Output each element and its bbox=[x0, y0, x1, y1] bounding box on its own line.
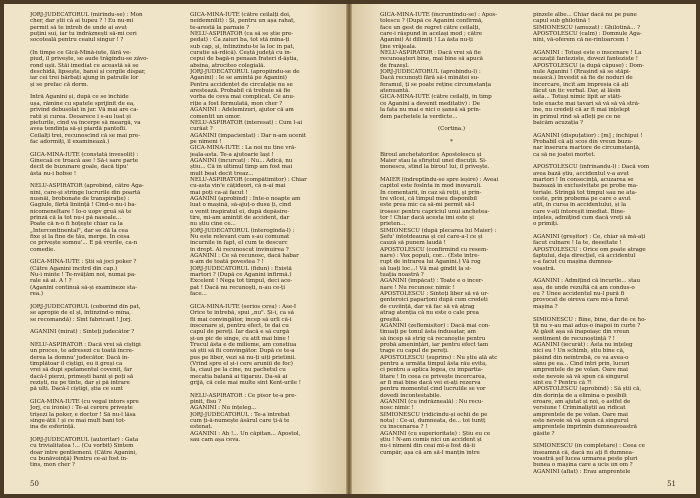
text-line: litare ! În ceea ce privește încercarea, bbox=[380, 373, 487, 380]
text-line: să luați loc...! Vă mai gîndit la si- bbox=[380, 265, 472, 272]
right-page bbox=[352, 4, 696, 494]
text-line: fixe și la fine de tău, merge. În cesa bbox=[30, 234, 130, 241]
text-line: JORJ-JUDECĂTORUL (fidun) : Există bbox=[190, 265, 292, 272]
text-line: voastră. bbox=[533, 265, 556, 272]
text-line: GICĂ-MÎNĂ-IUTE (constată învesolit) : bbox=[30, 151, 139, 158]
text-line: nusnăi, brobonate de transpirație) : bbox=[30, 195, 130, 202]
text-line: AGANINI (aprobînd) : Inte-o noapte am bbox=[190, 195, 301, 202]
text-line: să știi să fii convingător. După ce te-a bbox=[190, 348, 295, 355]
text-line: feramul, ți se poate reține circumstanța bbox=[380, 81, 492, 88]
text-line: facut culnare ! Ia te, deeeîtate ! bbox=[533, 240, 622, 247]
text-line: tîmplătoar îl cîștigi, eu îi greși ca bbox=[30, 360, 123, 367]
text-line: NELU-ASPIRATOR : Dacă vrei să cîștigi bbox=[30, 341, 141, 348]
text-line: AGANINI (zeflemisitor) : Dacă mai con- bbox=[380, 322, 491, 329]
text-line: Dacă recunoști fără să-i mînătei su- bbox=[380, 75, 480, 82]
text-line: permit să te întreb de unde ai avut bbox=[30, 24, 128, 31]
text-line: irosesc pentru capriciul unui anchetea- bbox=[380, 208, 490, 215]
text-line: dem pachetele la verdicte... bbox=[380, 113, 458, 120]
left-page bbox=[4, 4, 346, 494]
text-line: mult beat decît treaz... bbox=[190, 170, 254, 177]
text-line: ține vrăjeala. bbox=[380, 43, 417, 50]
text-line: ceste, prin probema pe care o avut bbox=[533, 195, 631, 202]
text-line: Șefu' întotdeauna și cel care-a-l ce și bbox=[380, 234, 483, 241]
text-line: (Cortina.) bbox=[438, 126, 465, 133]
text-line: APOSTOLESCU (înfrinandu-l) : Dacă vom bbox=[533, 164, 650, 171]
text-line: mai poți ca-ai facut ! bbox=[190, 189, 248, 196]
text-line: APOSTOLESCU (confirmind cu resem- bbox=[380, 246, 489, 253]
text-line: încurnile în fapt, el cum te descurc bbox=[190, 240, 288, 247]
text-line: APOSTOLESCU (aprobînd) : Să știi că, bbox=[533, 386, 642, 393]
text-line: monescu, stînd la birou! lui, îl privește. bbox=[380, 164, 490, 171]
text-line: încercare, încît am impresia că ați bbox=[533, 81, 629, 88]
text-line: singe-ătii ! și ce mai mult bani tot- bbox=[30, 418, 126, 424]
text-line: nule Aganini ! (Rrașind să se stăpî- bbox=[533, 69, 631, 76]
text-line: nu știu cine ce... bbox=[190, 221, 236, 228]
text-line: nu-i nimeni din ceai mi-a fost dă-ii bbox=[380, 443, 475, 450]
text-line: nicomeneltare ! Io-o uopv gruă să te bbox=[30, 208, 132, 215]
text-line: nar inserura martore de circumstanță, bbox=[533, 145, 641, 152]
text-line: cu înscenarea ? ! bbox=[380, 424, 428, 431]
text-line: n-am de toată povestea ? ! bbox=[190, 259, 264, 266]
text-line: prieten... bbox=[380, 221, 406, 228]
text-line: Probabil că ați scos din vreun buzu- bbox=[533, 138, 633, 145]
right-page-column-1 bbox=[380, 12, 523, 474]
text-line: AGANINI (încurcat) : Nu... Adică, nu bbox=[190, 157, 293, 164]
page-number-left: 50 bbox=[30, 480, 39, 488]
text-line: nosc nimic ! bbox=[380, 405, 414, 412]
text-line: care-i răspund în același mod ; către bbox=[380, 31, 482, 38]
text-line: s-a facut cu mașina dumnea- bbox=[533, 259, 613, 266]
text-line: avea bază știu, accidentul v-a avut bbox=[533, 170, 630, 177]
text-line: arestează. Probabil că trebuie să fie bbox=[190, 88, 291, 95]
text-line: probă amenințări, iar pentru efect tam bbox=[380, 341, 489, 348]
text-line: vorba de ceva mai complicat. Ce anu- bbox=[190, 94, 295, 101]
text-line: pat ! Dacă nu recunoști, n-au ce-ți bbox=[190, 284, 285, 291]
text-line: la fata nu mai e nici o șansă să prin- bbox=[380, 107, 481, 114]
text-line: Biroul anchetatorilor. Apostolescu și bbox=[380, 151, 482, 158]
text-line: este prea mic ca să-mi permit să-l bbox=[380, 202, 475, 209]
text-line: doar între gentlemeni. (Către Aganini, bbox=[30, 449, 137, 456]
text-line: rupt de intrarea lui Aganini.) Vă rog bbox=[380, 259, 481, 266]
text-line: cauză să punem laudă ! bbox=[380, 240, 446, 247]
text-line: versiune ! Criminaliștii au ridicat bbox=[533, 405, 626, 412]
text-line: (Vrînd spre el și-i cere aruniîi de foc) bbox=[190, 360, 293, 367]
text-line: ușa, rămîne cu spatele sprijinit de ea, bbox=[30, 100, 135, 107]
text-line: avea tendința să-și piardă pantofii. bbox=[30, 126, 127, 133]
text-line: atrag atenția că nu este o cale prea bbox=[380, 310, 479, 317]
text-line: mecatia balană ai tigaruu. Da-să ai bbox=[190, 373, 288, 380]
text-line: fii mai convingător, încep să urli că-i bbox=[190, 316, 292, 323]
text-line: SIMIONESCU (ridicîndu-și ochii de pe bbox=[380, 411, 488, 418]
text-line: făcut un tic verbal. Dar, ai lăsîn bbox=[533, 88, 621, 95]
text-line: ințeles, admițind cum dacă vreți să bbox=[533, 215, 631, 221]
text-line: Aganini) : Ie se amintă pe Aganini) bbox=[190, 75, 287, 82]
text-line: AGANINI (iecurât) : Asta nu înțeleg bbox=[533, 341, 633, 348]
text-line: se recomandă) : Sînt fabricant ! Jorj. bbox=[30, 316, 132, 323]
text-line: JORJ-JUDECĂTORUL (coborînd din pat, bbox=[30, 303, 141, 310]
text-line: atenuantă. bbox=[380, 88, 410, 95]
text-line: de cuviință, dar vă fac să vă ațrag bbox=[380, 303, 475, 310]
text-line: trage cu capul de pereți. bbox=[380, 348, 449, 355]
text-line: face un gest de regret către ceilalți, bbox=[380, 24, 481, 31]
text-line: bunea o mașina care a ucis un om ? bbox=[533, 462, 633, 469]
text-line: luat o mașină, să-ajuț-o dusu ți, cînd bbox=[190, 202, 291, 209]
text-line: grijă, că cele mai multe sînt Kent-urile ! bbox=[190, 379, 301, 386]
text-line: pus pe liber, vezi să nu-ți uiți prietinii. bbox=[190, 354, 296, 361]
text-line: Ia, ciaul pe la cine, nu pachetul cu bbox=[190, 367, 286, 374]
text-line: în primul rînd să afleți pe ce ne bbox=[533, 113, 621, 120]
text-line: acuzații fanteziste, dovezi fanteziste ! bbox=[533, 56, 638, 63]
text-line: cu-asta vin'e câțideori, că n-ai mai bbox=[190, 183, 286, 190]
text-line: nota) : Ce-ai, dumneata, de... toi tuntț bbox=[380, 418, 486, 424]
text-line: găsite ? bbox=[533, 430, 555, 437]
text-line: capul de pereți. Iar dacă e să curgă bbox=[190, 329, 290, 336]
text-line: înseamnă că, dacă nu ați fi dumnea- bbox=[533, 449, 634, 456]
text-line: jeala-asta. Te-a ajutoarie lași ! bbox=[190, 151, 274, 158]
text-line: pe nimeni ! bbox=[190, 138, 222, 145]
right-page-column-2 bbox=[533, 12, 676, 474]
text-line: sentiment de recunoștință ? ! bbox=[533, 335, 615, 342]
text-line: nească.) Investit să fie de noduri de bbox=[533, 75, 633, 82]
left-page-column-2 bbox=[190, 12, 340, 474]
text-line: AGANINI (împăcat) : Toate e o încer- bbox=[380, 278, 484, 285]
text-line: AGANINI (cu îndrăzneală) : Nu recu- bbox=[380, 398, 484, 405]
right-page-columns bbox=[380, 12, 676, 474]
text-line: amprentele de pe volan. Oare mai bbox=[533, 411, 628, 418]
text-line: o primiți. bbox=[533, 221, 559, 228]
text-line: cher, dar știi că ai tupeu ? ! Eu nu-mi bbox=[30, 18, 134, 25]
text-line: cum ți-ă-numește ăsărul care ți-ă te bbox=[190, 418, 290, 424]
text-line: Ceilalți trei, recunoscînd că se mai pre- bbox=[30, 132, 140, 139]
text-line: socoteală pentru ceaiul singur ! ? bbox=[30, 37, 124, 44]
text-line: cumpăr, așa că am să-l manțin între bbox=[380, 449, 480, 456]
text-line: bazează în exclusivitate pe probe ma- bbox=[533, 183, 638, 190]
text-line: prinză că la tot nu-i pă nasoale... bbox=[30, 215, 122, 221]
text-line: ine, nu credeți că ar fi mai înțelept bbox=[533, 107, 630, 114]
text-line: NELU-ASPIRATOR (aprobînd, către Aga- bbox=[30, 183, 144, 190]
text-line: martori ! În consecință, acuzarea se bbox=[533, 176, 634, 183]
text-line: ăsta nu-i bobse ! bbox=[30, 170, 77, 177]
text-line: sînt eu ? Pentru că ?! bbox=[533, 379, 592, 386]
text-line: în drept. Ai recunoscut învinuirea ? bbox=[190, 246, 289, 253]
text-line: iar cei trei bărbați ajung în patruile lor bbox=[30, 75, 139, 82]
text-line: Gagiule, fărtă liniință ! Cînd-o nu-i ba- bbox=[30, 202, 137, 209]
text-line: este nevoie să vă spun că singurul bbox=[533, 373, 629, 380]
text-line: baicăm acuzația ? bbox=[533, 119, 583, 126]
text-line: NELU-ASPIRATOR (interesat) : Cum l-ai bbox=[190, 119, 303, 126]
text-line: riție a fost formulată, mon cher ? bbox=[190, 100, 283, 107]
text-line: GICĂ-MÎNĂ-IUTE (către ceilalți, în timp bbox=[380, 94, 492, 101]
text-line: ratii și curea. Deoarece î s-au luat și bbox=[30, 113, 131, 120]
text-line: înscenare și, pentru efect, te dai cu bbox=[190, 322, 289, 329]
text-line: mașina ? bbox=[533, 303, 558, 310]
text-line: dacă-l pierzi, primești banii și poți să bbox=[30, 373, 134, 380]
text-line: (Către Aganini încîtrd din cap.) bbox=[30, 265, 118, 272]
text-line: tele exacte mai tavari să vă să vă stră- bbox=[533, 100, 640, 107]
text-line: curatie să-rdică). Ceștă județă cu în- bbox=[190, 50, 292, 57]
text-line: asta... Totuși nimic lipit ar stăti- bbox=[533, 94, 622, 101]
text-line: Poate că n-o fi hoțește chiar ca la bbox=[30, 221, 123, 228]
text-line: Trucul ăsta e de mîlieme, am constiua bbox=[190, 341, 297, 348]
text-line: păsînd din neîntrebă, ce va avea-o bbox=[533, 354, 629, 361]
text-line: ce privește somnu'... E pă vrerile, ca-n bbox=[30, 240, 138, 247]
text-line: APOSTOLESCU (suprins) : Nu știu ală atc bbox=[380, 354, 498, 361]
text-line: Pentru accidentet de circulație nu se bbox=[190, 81, 293, 88]
text-line: din dorința de a elimina o posibili bbox=[533, 392, 627, 399]
text-line: În comentarii, în caz să reții, și prin- bbox=[380, 189, 482, 196]
text-line: capitol este foslnta în mod inovaruli. bbox=[380, 183, 482, 190]
text-line: * bbox=[450, 138, 453, 145]
text-line: este nevoie să vă spun că singurul bbox=[533, 418, 629, 424]
text-line: ina de esferință. bbox=[30, 424, 76, 431]
text-line: absina, atrociteo colegială. bbox=[190, 62, 266, 69]
text-line: „Intercontinental", dar se dă la cea bbox=[30, 227, 129, 234]
text-line: sănu pe ea... Cînd intri prin, lucuri bbox=[533, 360, 630, 367]
text-line: știu... Că în ultimul timp am fost mai bbox=[190, 164, 293, 171]
text-line: Ai găsit așa să înapoiașc din vreun bbox=[533, 329, 630, 336]
text-line: recunoașteri bine, mai bine să apucă bbox=[380, 56, 483, 63]
text-line: te-arestă la parnaie ? bbox=[190, 24, 250, 31]
text-line: puțini sui, iar tu îndrăznești să-mi ceri bbox=[30, 31, 137, 38]
text-line: amprentele împrimîn dumneavoastră bbox=[533, 424, 637, 431]
text-line: rond ușii. Stăi imediat ce această să se bbox=[30, 62, 139, 69]
text-line: GICĂ-MÎNĂ-IUTE (cu vegal întors spre bbox=[30, 398, 139, 405]
text-line: SIMIONESCU (în completare) : Ceea ce bbox=[533, 443, 645, 450]
text-line: teriale. Stringă tot timpul sau ne ata- bbox=[533, 189, 637, 196]
text-line: nici eu ! Un schimb, știu bine că, bbox=[533, 348, 625, 355]
text-line: SIMIONESCU : Bine, bine, dar de ce ho- bbox=[533, 316, 647, 323]
text-line: AGANINI (afiat) : Erau amprentele bbox=[533, 468, 631, 474]
text-line: Intră Aganini și, după ce se închide bbox=[30, 94, 129, 101]
text-line: GICĂ-MÎNĂ-IUTE : Știi să joci poker ? bbox=[30, 259, 137, 266]
left-page-column-1 bbox=[30, 12, 180, 474]
text-line bbox=[30, 469, 180, 474]
text-line: MAIER (îndreptîndu-se spre ieșire) : Aveai bbox=[380, 176, 499, 183]
left-page-columns bbox=[30, 12, 340, 474]
text-line: AGANINI (impacientat) : Dar n-am ucenit bbox=[190, 132, 306, 139]
text-line: Aganini) Ai dilimiți ! La ăsta nu-ți bbox=[380, 37, 473, 44]
text-line: ce Aganini a devenit meditativ) : De bbox=[380, 100, 481, 107]
text-line: piud, îl privește, se aude trăgîndu-se zăvo- bbox=[30, 56, 149, 63]
text-line: AGANINI (greșitor) : Ce, chiar să mă-ați bbox=[533, 234, 646, 241]
text-line: JORJ-JUDECĂTORUL (aprobîndu-l) : bbox=[380, 69, 481, 76]
text-line: așa, de unde rezultă că am condus-o bbox=[533, 284, 635, 291]
text-line: greșită. bbox=[380, 316, 402, 323]
text-line: pentru momentul cînd lucruiile se vor bbox=[380, 386, 486, 393]
text-line: fac adormiți, îl examinează.) bbox=[30, 138, 110, 145]
text-line: nare ! Nu recunosc nimic ! bbox=[380, 284, 455, 291]
text-line: tuația noastră ? bbox=[380, 272, 424, 279]
text-line: eroare, am ajutat și noi, o astfel de bbox=[533, 398, 631, 405]
text-line: (Aganini continuă să-și examineze sta- bbox=[30, 284, 137, 291]
text-line: tire, mi-am amintit de accident, dar bbox=[190, 215, 290, 221]
text-line: AGANINI : Adelemizuri, ajutor că am bbox=[190, 107, 294, 114]
text-line: pînzele albe... Chiar dacă nu pe pune bbox=[533, 12, 637, 18]
text-line: se apropie de el și, întinzînd-o mîna, bbox=[30, 310, 132, 317]
text-line: ar fi mai bine dacă vei ei-ați rezerva bbox=[380, 379, 481, 386]
text-line: provocat de oireva care mi-a furat bbox=[533, 297, 629, 304]
text-line: cu trivialitatea !... (Cu vorbit) Sîntem bbox=[30, 443, 134, 450]
text-line: rale să ai. A ! ? bbox=[30, 278, 72, 285]
text-line: cu bunăvoință) Pentru ce-ai fost în- bbox=[30, 456, 128, 463]
text-line: GICĂ-MÎNĂ-IUTE (încruntîndu-se) : Apos- bbox=[380, 12, 498, 18]
text-line: sub cap, și, întinzîndu-te la loc în pat, bbox=[190, 43, 295, 50]
text-line: nini, care-și strînge lucrurile din poartă bbox=[30, 189, 141, 196]
text-line: un proces, te adresezi cu toată încre- bbox=[30, 348, 134, 355]
text-line: martori ? (După ce Aganini infirmă.) bbox=[190, 272, 292, 279]
text-line: Orice te întrebă, spui „nu". Și-i, ca să bbox=[190, 310, 294, 317]
text-line: APOSTOLESCU : Sînteți liber să vă ur- bbox=[380, 291, 489, 298]
text-line: tolescu ? (După ce Aganini confirmă, bbox=[380, 18, 483, 25]
text-line: vrei să dupi spelamentul covenit, far bbox=[30, 367, 132, 374]
text-line: pinit, fisu ? bbox=[190, 398, 222, 405]
text-line: pentru a următa timpul ăsta rău evita, bbox=[380, 360, 487, 367]
text-line: știu ! N-am comis nici un accident și bbox=[380, 437, 482, 444]
text-line: comedie. bbox=[30, 246, 56, 253]
text-line: AGANINI : Admițînd că încurile... stau bbox=[533, 278, 641, 285]
text-line: derea la domnu' judecător. Dacă în- bbox=[30, 354, 130, 361]
text-line: NELU-ASPIRATOR : Dacă vrei să fie bbox=[380, 50, 481, 57]
text-line: comentit un omor. bbox=[190, 113, 241, 120]
text-line: tre vîlcei, că timpul meu disponibil bbox=[380, 195, 477, 202]
text-line: o venit inspiratul ei, după depăsire- bbox=[190, 208, 290, 215]
text-line: dovedi incontestabile. bbox=[380, 392, 442, 399]
text-line: AGANINI : Nu înțeleg... bbox=[190, 405, 257, 412]
text-line: de frazeșl. bbox=[380, 62, 409, 69]
text-line: APOSTOLESCU (a după căpuse) : Dom- bbox=[533, 62, 644, 69]
text-line: pieturile, cînd va încerpe să meargă, va bbox=[30, 119, 141, 126]
text-line: neîdemnilit) : Și, pentru un așa rahat, bbox=[190, 18, 296, 25]
text-line: JORJ-JUDECĂTORUL (interogînda-l) : bbox=[190, 227, 295, 234]
text-line: tor ! Chiar dacă acesta îmi este și bbox=[380, 215, 474, 221]
text-line: Jorj, cu ironie) : Te-ai cerere privește bbox=[30, 405, 133, 412]
text-line: NELU-ASPIRATOR : Ce pîsor te-a pre- bbox=[190, 392, 297, 399]
text-line: pă ulti. Dacă-l cîștigi, știa ce sunt bbox=[30, 386, 123, 393]
text-line: face... bbox=[190, 291, 207, 298]
text-line: APOSTOLESCU (calm) : Domnule Aga- bbox=[533, 31, 642, 38]
text-line: privind debusolat în jur. Vă mai are ca- bbox=[30, 107, 139, 114]
text-line: GICĂ-MÎNĂ-IUTE (către ceilalți doi, bbox=[190, 12, 291, 18]
text-line: ca să ne joatei mortet. bbox=[533, 151, 596, 158]
text-line: AGANINI (mirat) : Sînteți judecător ? bbox=[30, 329, 135, 336]
text-line: curăat ? bbox=[190, 126, 213, 133]
text-line: amprentele de pe volan. Oare mai bbox=[533, 367, 628, 374]
text-line: SIMIONESCU (după plecarea lui Maier) : bbox=[380, 227, 497, 234]
text-line: JORJ-JUDECĂTORUL (mirîndu-se) : Mon bbox=[30, 12, 143, 18]
text-line: genteroici paparțoni după cum credeti bbox=[380, 297, 488, 304]
text-line: care v-ați întoreșit imediat. Bine- bbox=[533, 208, 625, 215]
text-line: SIMIONESCU (amuzat) : Ghilotină... ? bbox=[533, 24, 641, 31]
text-line: și se prefac că dorm. bbox=[30, 81, 89, 88]
text-line: voastră șef lucea urmarea peste pluri bbox=[533, 456, 638, 463]
text-line: AGANINI : Totuși este o înscenare ! La bbox=[533, 50, 642, 57]
page-number-right: 51 bbox=[667, 480, 676, 488]
text-line: NELU-ASPIRATOR (ca să se știe pre- bbox=[190, 31, 294, 38]
text-line: AGANINI (dispuțatior) : [m] ; închipui ! bbox=[533, 132, 643, 139]
text-line: estenat. bbox=[190, 424, 213, 431]
text-line: Nu-i minte ! Te-nvățăm noi, numai pa- bbox=[30, 272, 136, 279]
text-line: JORJ-JUDECĂTORUL (apropiindu-se de bbox=[190, 69, 300, 76]
text-line: faptului, deja direcțiel, că accidentul bbox=[533, 253, 636, 260]
text-line: (În timpe ce Gică-Mînă-iute, fără ve- bbox=[30, 50, 132, 57]
text-line: Excelent ! Nega tot timpul, deci ace- bbox=[190, 278, 293, 285]
text-line: pedat) : Ca zaiuri ba, tot stă mîna-ți bbox=[190, 37, 290, 44]
text-line: nare) : Vox populi, cor... (Este între- bbox=[380, 253, 480, 260]
text-line: să încep să strig că recunoștie pentru bbox=[380, 335, 486, 342]
text-line: capul sub ghilotină ! bbox=[533, 18, 591, 25]
text-line: sau cam așa ceva. bbox=[190, 437, 241, 444]
text-line: decît de buzunare goale, dacă tipu' bbox=[30, 164, 129, 171]
text-line: AGANINI : Ce să recunosc, dacă habar bbox=[190, 253, 299, 260]
text-line: Ginecaă ce troacă ase ! Să-i sare parte bbox=[30, 157, 138, 164]
text-line: NELU-ASPIRATOR (compătimitor) : Chiar bbox=[190, 176, 307, 183]
text-line: AGANINI : Ah !... Un căpitan... Apostol, bbox=[190, 430, 301, 437]
text-line: cepui de bagă-n penaan frateri d-ăștia, bbox=[190, 56, 299, 63]
text-line: GICĂ-MÎNĂ-IUTE (serios ceva) : Ase-I bbox=[190, 303, 297, 310]
text-line: nini, vă-oferem că ne-rîntoarcem ! bbox=[533, 37, 629, 44]
text-line: eu ? Unee accidentul nu-l pură fi bbox=[533, 291, 625, 298]
text-line: APOSTOLESCU : Orice om poate atrage bbox=[533, 246, 646, 253]
text-line: ții nu v-au mai adus-o înapoi în curte ? bbox=[533, 322, 641, 329]
text-line: tins, mon cher ? bbox=[30, 462, 75, 469]
text-line: JORJ-JUDECĂTORUL : Te-a întrebat bbox=[190, 411, 290, 418]
text-line: Maier stau la sfîrșitul unei discuții. Si- bbox=[380, 157, 487, 164]
text-line: Nu este relevant cum s-au comunat bbox=[190, 234, 290, 241]
text-line: tinuați pe tonul ăsta îndusatar, am bbox=[380, 329, 476, 336]
text-line: AGANINI (cu superioritate) : Știu eu ce bbox=[380, 430, 491, 437]
text-line: rea.) bbox=[30, 291, 44, 298]
text-line: GICĂ-MÎNĂ-IUTE : La noi nu tine vră- bbox=[190, 145, 297, 152]
text-line: atît, în cursa în accidentului, și la bbox=[533, 202, 627, 209]
text-line: ci pentru a aplica legea, cu impartia- bbox=[380, 367, 483, 374]
text-line: deschidă, lipsește, bansi și cergile dispar, bbox=[30, 69, 146, 76]
text-line: și-un pic de sînge, cu atît mai bine ! bbox=[190, 335, 290, 342]
text-line: reziști, nu pe tinte, dar și pă intrare bbox=[30, 379, 130, 386]
text-line: trișezi la poker, e doctor ! Să nu-l lăsa bbox=[30, 411, 136, 418]
text-line: JORJ-JUDECĂTORUL (autoritar) : Gata bbox=[30, 437, 139, 444]
